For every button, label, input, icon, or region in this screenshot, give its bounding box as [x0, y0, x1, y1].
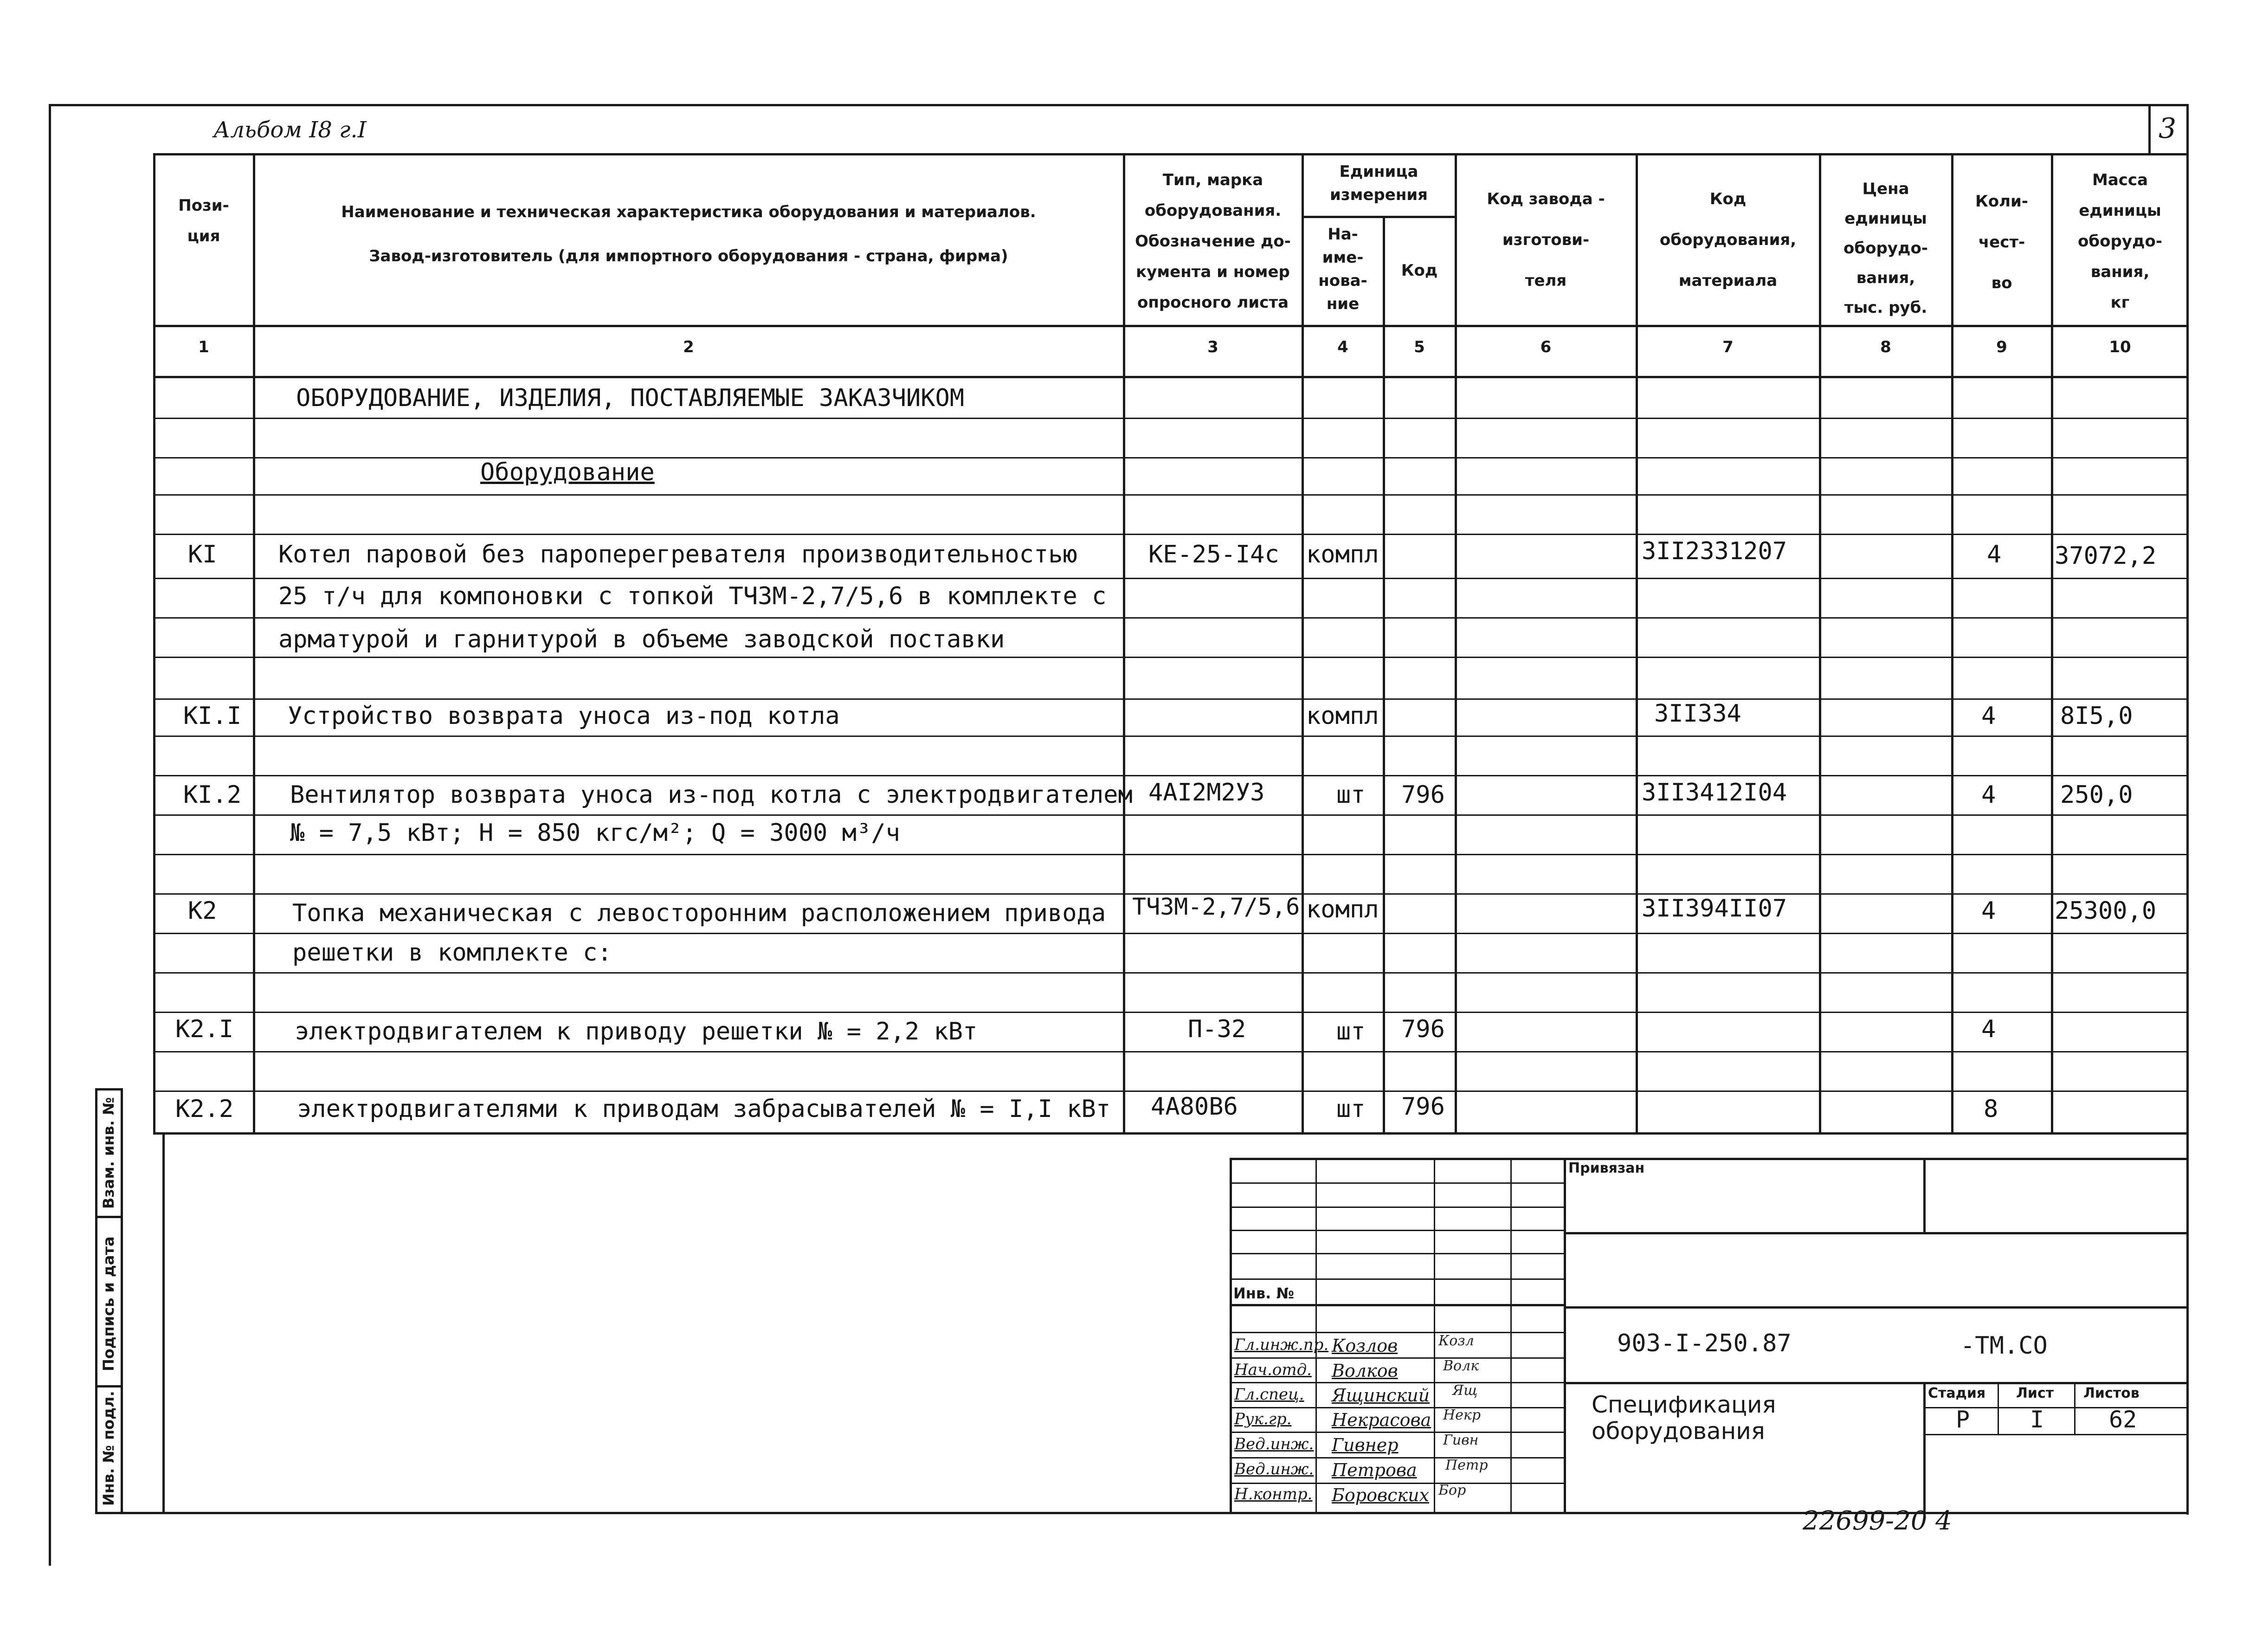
row-k2-pos: К2 [188, 897, 217, 925]
col-num-8: 8 [1880, 338, 1891, 356]
row-k2-1-type: П-32 [1188, 1015, 1246, 1043]
stage-value: Р [1956, 1406, 1970, 1433]
signer-role: Рук.гр. [1234, 1410, 1292, 1428]
col-num-6: 6 [1540, 338, 1552, 356]
bottom-number: 22699-20 4 [1803, 1506, 1952, 1536]
header-price: Цена единицы оборудо- вания, тыс. руб. [1843, 180, 1928, 317]
signer-role: Гл.инж.пр. [1234, 1336, 1329, 1354]
sheets-label: Листов [2083, 1385, 2140, 1401]
row-k2-2-pos: К2.2 [175, 1095, 234, 1123]
signature: Петр [1445, 1457, 1488, 1473]
row-k2-qty: 4 [1981, 897, 1996, 925]
col-num-5: 5 [1414, 338, 1425, 356]
header-factory-code: Код завода - изготови- теля [1487, 190, 1605, 290]
row-k2-equip: 3II394II07 [1642, 895, 1787, 923]
frame-left [49, 104, 51, 1566]
signer-name: Гивнер [1332, 1435, 1399, 1455]
col-num-2: 2 [683, 338, 694, 356]
doc-code: 903-I-250.87 [1617, 1329, 1792, 1357]
row-k1-1-pos: КI.I [183, 702, 242, 730]
row-k1-1-mass: 8I5,0 [2060, 702, 2133, 730]
col-num-9: 9 [1996, 338, 2007, 356]
row-k2-unit: компл [1306, 896, 1379, 923]
privyazan-label: Привязан [1568, 1160, 1645, 1176]
header-unit-name: На- име- нова- ние [1318, 225, 1367, 313]
page-number: 3 [2159, 112, 2177, 145]
header-mass: Масса единицы оборудо- вания, кг [2078, 171, 2162, 312]
album-label: Альбом I8 г.I [213, 117, 367, 143]
doc-title-line2: оборудования [1592, 1418, 1765, 1445]
signature: Волк [1443, 1358, 1479, 1374]
signer-name: Боровских [1332, 1485, 1430, 1505]
row-k1-name-line3: арматурой и гарнитурой в объеме заводской поставки [278, 626, 1005, 653]
sheet-label: Лист [2016, 1385, 2054, 1401]
signer-role: Вед.инж. [1234, 1460, 1314, 1478]
row-k2-name: Топка механическая с левосторонним расположением привода [292, 899, 1106, 927]
row-k2-1-qty: 4 [1981, 1015, 1996, 1043]
row-k1-2-type: 4АI2М2У3 [1148, 779, 1265, 807]
header-equipment-code: Код оборудования, материала [1659, 190, 1797, 290]
col-num-3: 3 [1207, 338, 1218, 356]
header-name: Наименование и техническая характеристика оборудования и материалов. Завод-изготовитель (для импортного оборудования - страна, фирма) [341, 203, 1036, 265]
row-k1-1-name: Устройство возврата уноса из-под котла [288, 702, 840, 730]
row-k1-name-line2: 25 т/ч для компоновки с топкой ТЧЗМ-2,7/5,6 в комплекте с [278, 582, 1107, 610]
signer-name: Козлов [1332, 1336, 1398, 1356]
signer-role: Гл.спец. [1234, 1385, 1304, 1404]
signature: Ящ [1452, 1382, 1478, 1399]
row-k1-2-name: Вентилятор возврата уноса из-под котла с электродвигателем [290, 781, 1133, 809]
row-k1-2-unit: шт [1336, 781, 1366, 809]
col-num-4: 4 [1337, 338, 1348, 356]
row-k2-2-unit: шт [1336, 1095, 1366, 1123]
stage-label: Стадия [1928, 1385, 1986, 1401]
signer-name: Некрасова [1332, 1410, 1431, 1430]
signature: Бор [1438, 1482, 1466, 1498]
signature: Некр [1443, 1407, 1481, 1423]
row-k2-2-type: 4А80В6 [1151, 1093, 1238, 1121]
row-k1-2-code: 796 [1401, 781, 1445, 809]
signature: Гивн [1443, 1432, 1479, 1448]
side-inv-podl: Инв. № подл. [100, 1391, 117, 1506]
row-k1-qty: 4 [1987, 541, 2002, 568]
row-k2-mass: 25300,0 [2055, 897, 2157, 925]
doc-suffix: -ТМ.СО [1960, 1332, 2048, 1360]
row-k1-1-equip: 3II334 [1654, 700, 1741, 728]
inv-no-label: Инв. № [1233, 1284, 1294, 1302]
row-k2-1-pos: К2.I [175, 1015, 234, 1043]
row-k1-1-qty: 4 [1981, 702, 1996, 730]
row-k2-1-unit: шт [1336, 1018, 1366, 1045]
signer-name: Ящинский [1332, 1385, 1430, 1406]
frame-page-box-left [2148, 104, 2151, 155]
row-k2-2-code: 796 [1401, 1093, 1445, 1121]
signature: Козл [1438, 1333, 1474, 1349]
header-quantity: Коли- чест- во [1975, 192, 2028, 292]
sheets-value: 62 [2109, 1406, 2137, 1433]
signer-name: Волков [1332, 1361, 1398, 1381]
header-type: Тип, марка оборудования. Обозначение до- кумента и номер опросного листа [1135, 171, 1291, 312]
row-k1-name: Котел паровой без пароперегревателя производительностью [278, 541, 1077, 568]
header-unit: Единица измерения [1330, 162, 1428, 204]
frame-top [49, 104, 2188, 106]
doc-title-line1: Спецификация [1592, 1391, 1776, 1418]
row-k1-2-equip: 3II3412I04 [1642, 779, 1787, 807]
sheet-value: I [2030, 1406, 2044, 1433]
subsection-title: Оборудование [480, 458, 655, 486]
row-k2-1-code: 796 [1401, 1015, 1445, 1043]
row-k2-2-name: электродвигателями к приводам забрасывателей № = I,I кВт [297, 1095, 1111, 1123]
signer-role: Вед.инж. [1234, 1435, 1314, 1453]
col-num-10: 10 [2109, 338, 2131, 356]
signer-role: Нач.отд. [1234, 1361, 1312, 1379]
row-k2-name-line2: решетки в комплекте с: [292, 939, 612, 967]
row-k1-type: КЕ-25-I4с [1148, 541, 1279, 568]
row-k1-2-qty: 4 [1981, 781, 1996, 809]
row-k1-2-pos: КI.2 [183, 781, 242, 809]
side-podpis-data: Подпись и дата [100, 1236, 117, 1371]
section-title: ОБОРУДОВАНИЕ, ИЗДЕЛИЯ, ПОСТАВЛЯЕМЫЕ ЗАКАЗЧИКОМ [296, 384, 965, 412]
header-unit-code: Код [1401, 261, 1438, 280]
row-k2-type: ТЧЗМ-2,7/5,6 [1132, 893, 1300, 920]
side-vzam-inv: Взам. инв. № [100, 1097, 117, 1209]
header-position: Пози- ция [178, 196, 229, 245]
row-k1-pos: КI [188, 541, 217, 568]
signer-name: Петрова [1332, 1460, 1417, 1480]
col-num-7: 7 [1722, 338, 1734, 356]
col-num-1: 1 [198, 338, 209, 356]
row-k1-2-mass: 250,0 [2060, 781, 2133, 809]
row-k1-equip: 3II2331207 [1642, 537, 1787, 565]
row-k1-2-name-line2: № = 7,5 кВт; Н = 850 кгс/м²; Q = 3000 м³/ч [290, 819, 900, 847]
row-k2-1-name: электродвигателем к приводу решетки № = 2,2 кВт [295, 1018, 978, 1045]
row-k1-mass: 37072,2 [2055, 542, 2157, 570]
row-k1-unit: компл [1306, 541, 1379, 568]
signer-role: Н.контр. [1234, 1485, 1313, 1504]
row-k1-1-unit: компл [1306, 702, 1379, 730]
row-k2-2-qty: 8 [1984, 1095, 1998, 1123]
